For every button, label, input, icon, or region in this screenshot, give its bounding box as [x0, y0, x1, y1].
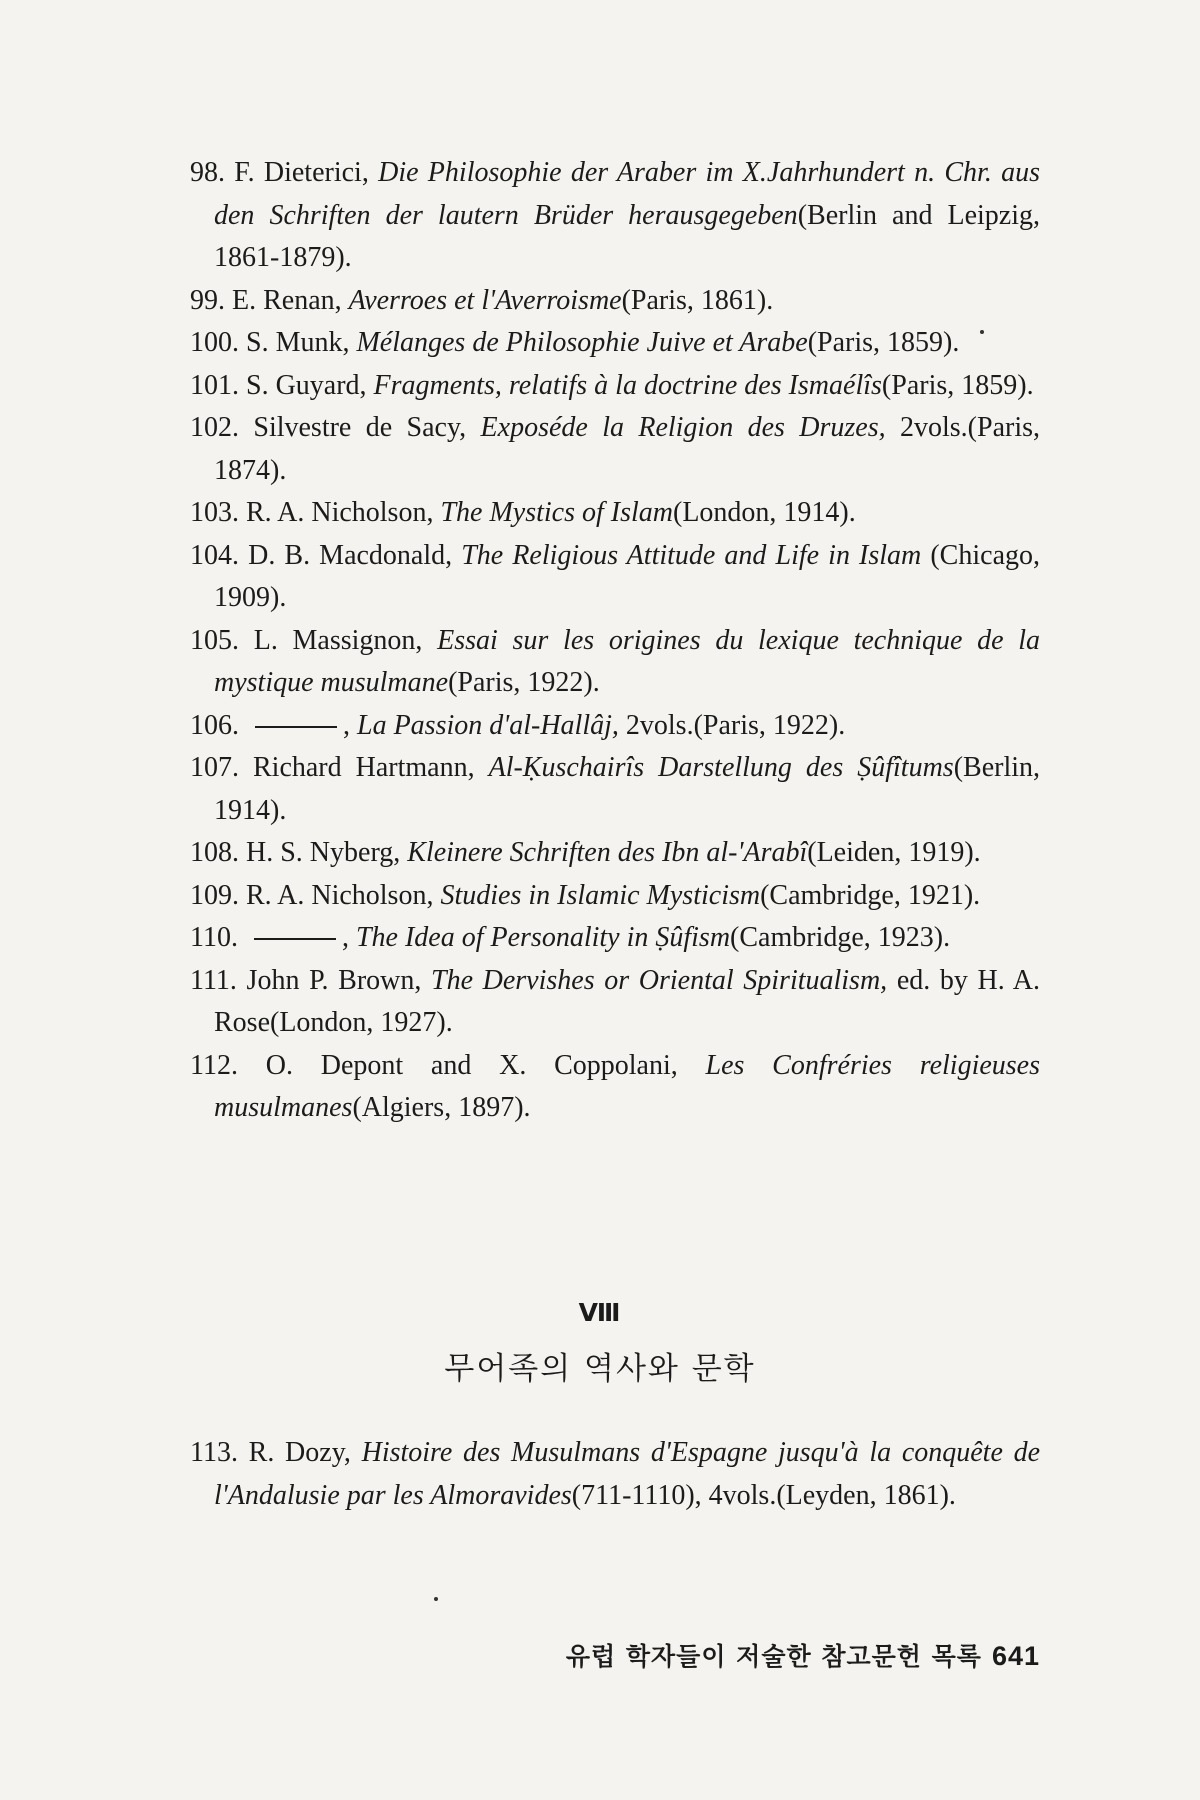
ref-title: Averroes et l'Averroisme	[348, 284, 622, 316]
ref-publication: (Paris, 1922).	[448, 667, 600, 698]
ref-publication: (Chicago, 1909).	[214, 539, 1040, 613]
ref-author: Richard Hartmann,	[253, 752, 475, 783]
ref-number: 104.	[190, 539, 239, 571]
ref-title: Mélanges de Philosophie Juive et Arabe	[356, 327, 808, 358]
list-item	[190, 620, 1040, 705]
ditto-blank	[254, 938, 336, 940]
ref-title: Exposéde la Religion des Druzes,	[480, 412, 886, 443]
ref-publication: (711-1110), 4vols.(Leyden, 1861).	[571, 1479, 956, 1511]
ref-number: 101.	[190, 369, 239, 401]
ref-author: O. Depont and X. Coppolani,	[265, 1049, 678, 1081]
ref-author: S. Guyard,	[246, 369, 367, 401]
speck-mark	[980, 330, 984, 334]
list-item	[190, 747, 1040, 832]
list-item	[190, 365, 1040, 408]
ref-number: 112.	[190, 1049, 238, 1081]
list-item	[190, 705, 1040, 748]
list-item	[190, 832, 1040, 875]
ref-publication: (Paris, 1861).	[621, 284, 774, 316]
ref-number: 103.	[190, 497, 239, 528]
ref-author: R. A. Nicholson,	[246, 879, 434, 911]
section-title: 무어족의 역사와 문학	[444, 1351, 756, 1387]
ref-publication: ed. by H. A. Rose(London, 1927).	[214, 964, 1041, 1038]
ref-title: The Idea of Personality in Ṣûfism	[355, 922, 731, 953]
list-item	[190, 152, 1040, 280]
ref-number: 110.	[190, 922, 238, 953]
ref-publication: 2vols.(Paris, 1922).	[625, 709, 846, 741]
list-item	[190, 322, 1040, 365]
list-item	[190, 875, 1040, 918]
ref-publication: (Algiers, 1897).	[352, 1092, 531, 1123]
ref-author: S. Munk,	[246, 327, 350, 358]
ref-number: 109.	[190, 879, 239, 911]
ref-author: L. Massignon,	[253, 624, 423, 656]
ref-author: Silvestre de Sacy,	[253, 412, 467, 443]
reference-list	[190, 152, 1040, 1130]
reference-list-section	[190, 1432, 1040, 1517]
ref-author: ,	[343, 709, 350, 741]
ref-title: La Passion d'al-Hallâj,	[357, 709, 619, 741]
ref-publication: (London, 1914).	[673, 497, 856, 528]
list-item	[190, 407, 1040, 492]
ref-author: R. A. Nicholson,	[246, 497, 434, 528]
ref-publication: (Cambridge, 1921).	[760, 879, 981, 911]
ref-author: John P. Brown,	[246, 964, 422, 996]
ref-title: Studies in Islamic Mysticism	[440, 879, 761, 911]
ref-number: 113.	[190, 1437, 238, 1468]
ref-number: 108.	[190, 837, 239, 868]
ref-publication: (Berlin and Leipzig, 1861-1879).	[214, 199, 1040, 273]
ref-title: The Mystics of Islam	[440, 497, 673, 528]
ref-publication: (Paris, 1859).	[807, 327, 960, 358]
section-number: Ⅷ	[578, 1299, 622, 1327]
ref-number: 107.	[190, 752, 239, 783]
running-title: 유럽 학자들이 저술한 참고문헌 목록	[565, 1642, 982, 1671]
page-number: 641	[991, 1641, 1040, 1671]
ref-publication: (Paris, 1859).	[881, 369, 1034, 401]
list-item	[190, 1045, 1040, 1130]
list-item	[190, 960, 1040, 1045]
ref-title: Fragments, relatifs à la doctrine des Ismaélîs	[373, 369, 882, 401]
ref-title: Essai sur les origines du lexique technique de la mystique musulmane	[214, 624, 1041, 698]
ref-title: Histoire des Musulmans d'Espagne jusqu'à la conquête de l'Andalusie par les Almoravides	[214, 1437, 1041, 1511]
ref-publication: (Leiden, 1919).	[807, 837, 981, 868]
ref-title: Les Confréries religieuses musulmanes	[214, 1049, 1040, 1123]
list-item	[190, 917, 1040, 960]
ref-number: 111.	[190, 964, 237, 996]
list-item	[190, 492, 1040, 535]
ref-author: ,	[341, 922, 349, 953]
ref-number: 102.	[190, 412, 239, 443]
speck-mark	[434, 1597, 438, 1601]
ref-author: H. S. Nyberg,	[246, 837, 401, 868]
ref-title: Kleinere Schriften des Ibn al-'Arabî	[407, 837, 808, 868]
running-footer	[566, 1637, 1040, 1673]
ref-number: 98.	[190, 157, 225, 188]
ref-publication: (Cambridge, 1923).	[730, 922, 951, 953]
ref-author: D. B. Macdonald,	[248, 539, 453, 571]
ref-title: The Dervishes or Oriental Spiritualism,	[431, 964, 888, 996]
ref-number: 106.	[190, 709, 239, 741]
ref-number: 99.	[190, 284, 225, 316]
ref-title: Al-Ḳuschairîs Darstellung des Ṣûfîtums	[488, 752, 954, 783]
list-item	[190, 280, 1040, 323]
ref-author: E. Renan,	[232, 284, 342, 316]
ref-author: F. Dieterici,	[234, 157, 369, 188]
ref-publication: (Berlin, 1914).	[214, 752, 1041, 826]
list-item	[190, 1432, 1040, 1517]
ref-number: 100.	[190, 327, 239, 358]
ref-number: 105.	[190, 624, 239, 656]
ref-title: Die Philosophie der Araber im X.Jahrhundert n. Chr. aus den Schriften der lautern Brüder herausgegeben	[214, 157, 1041, 231]
ref-author: R. Dozy,	[248, 1437, 351, 1468]
ref-title: The Religious Attitude and Life in Islam	[461, 539, 922, 571]
list-item	[190, 535, 1040, 620]
ref-publication: 2vols.(Paris, 1874).	[214, 412, 1040, 486]
ditto-blank	[255, 726, 337, 728]
